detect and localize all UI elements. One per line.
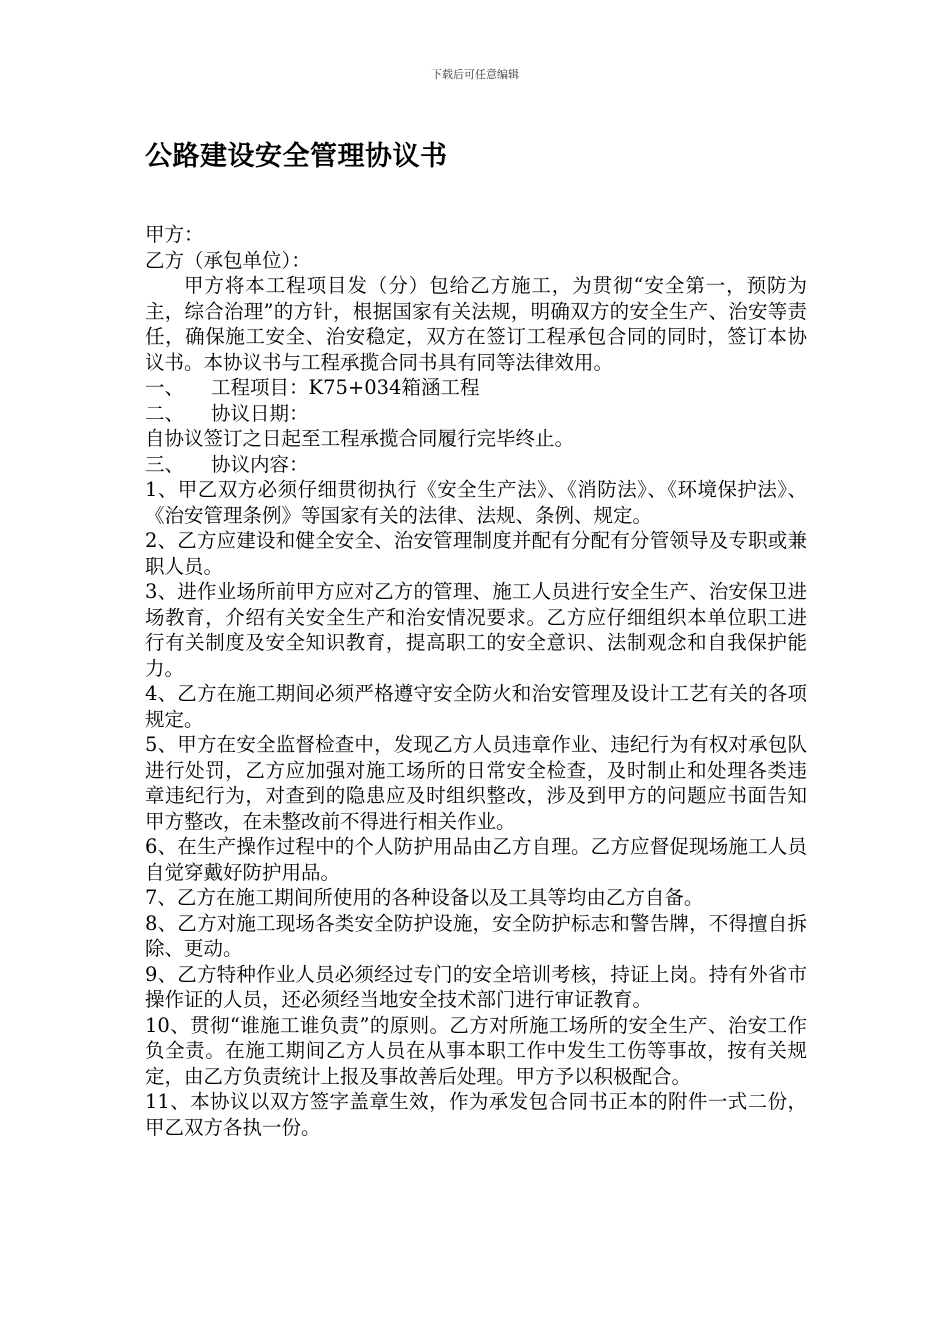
clause-2: 2、乙方应建设和健全安全、治安管理制度并配有分配有分管领导及专职或兼职人员。 [145,529,807,578]
intro-paragraph: 甲方将本工程项目发（分）包给乙方施工，为贯彻“安全第一，预防为主，综合治理”的方针，根据国家有关法规，明确双方的安全生产、治安等责任，确保施工安全、治安稳定，双方在签订工程承包合同的同时，签订本协议书。本协议书与工程承揽合同书具有同等法律效用。 [145,274,807,374]
clause-3: 3、进作业场所前甲方应对乙方的管理、施工人员进行安全生产、治安保卫进场教育，介绍有关安全生产和治安情况要求。乙方应仔细组织本单位职工进行有关制度及安全知识教育，提高职工的安全意识、法制观念和自我保护能力。 [145,580,807,680]
clause-9: 9、乙方特种作业人员必须经过专门的安全培训考核，持证上岗。持有外省市操作证的人员，还必须经当地安全技术部门进行审证教育。 [145,962,807,1011]
section-number: 三、 [145,452,185,476]
section-number: 一、 [145,376,185,399]
section-content [145,452,807,478]
section-date [145,401,807,427]
clause-5: 5、甲方在安全监督检查中，发现乙方人员违章作业、违纪行为有权对承包队进行处罚，乙方应加强对施工场所的日常安全检查，及时制止和处理各类违章违纪行为，对查到的隐患应及时组织整改，涉及到甲方的问题应书面告知甲方整改，在未整改前不得进行相关作业。 [145,733,807,833]
clause-8: 8、乙方对施工现场各类安全防护设施，安全防护标志和警告牌，不得擅自拆除、更动。 [145,911,807,960]
section-number: 二、 [145,401,185,425]
date-text: 自协议签订之日起至工程承揽合同履行完毕终止。 [145,427,575,450]
document-body [145,222,807,1140]
clause-1: 1、甲乙双方必须仔细贯彻执行《安全生产法》、《消防法》、《环境保护法》、《治安管理条例》等国家有关的法律、法规、条例、规定。 [145,478,807,527]
clause-4: 4、乙方在施工期间必须严格遵守安全防火和治安管理及设计工艺有关的各项规定。 [145,682,807,731]
section-text: 协议内容： [211,452,309,476]
clause-10: 10、贯彻“谁施工谁负责”的原则。乙方对所施工场所的安全生产、治安工作负全责。在施工期间乙方人员在从事本职工作中发生工伤等事故，按有关规定，由乙方负责统计上报及事故善后处理。甲方予以积极配合。 [145,1013,807,1088]
party-a-line: 甲方： [145,223,204,246]
document-title: 公路建设安全管理协议书 [145,141,448,172]
section-project [145,375,807,401]
clause-11: 11、本协议以双方签字盖章生效，作为承发包合同书正本的附件一式二份，甲乙双方各执一份。 [145,1090,807,1139]
clause-7: 7、乙方在施工期间所使用的各种设备以及工具等均由乙方自备。 [145,886,704,909]
section-text: 工程项目：K75+034箱涵工程 [211,376,480,399]
party-b-line: 乙方（承包单位）： [145,248,311,272]
section-text: 协议日期： [211,401,309,425]
clause-6: 6、在生产操作过程中的个人防护用品由乙方自理。乙方应督促现场施工人员自觉穿戴好防护用品。 [145,835,807,884]
header-note: 下载后可任意编辑 [431,68,519,81]
